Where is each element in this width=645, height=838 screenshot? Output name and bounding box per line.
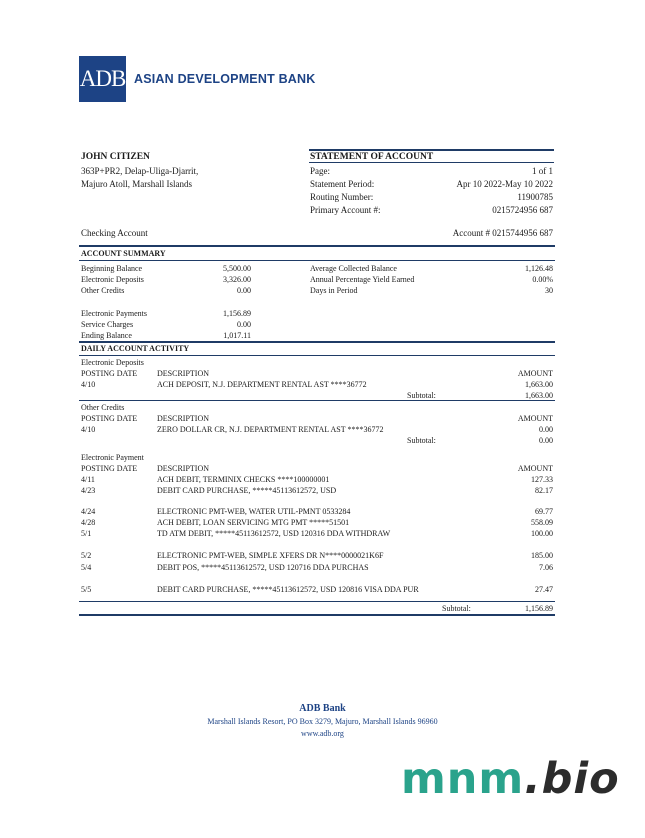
footer-website[interactable]: www.adb.org — [301, 729, 344, 738]
txn-description: ACH DEBIT, TERMINIX CHECKS ****100000001 — [157, 475, 330, 484]
txn-description: DEBIT POS, *****45113612572, USD 120716 DDA PURCHAS — [157, 563, 369, 572]
txn-description: DEBIT CARD PURCHASE, *****45113612572, USD 120816 VISA DDA PUR — [157, 585, 419, 594]
txn-description: ELECTRONIC PMT-WEB, SIMPLE XFERS DR N****0000021K6F — [157, 551, 384, 560]
routing-value: 11900785 — [517, 192, 553, 202]
summary-label: Beginning Balance — [81, 264, 143, 273]
col-description: DESCRIPTION — [157, 464, 210, 473]
col-description: DESCRIPTION — [157, 414, 210, 423]
page-value: 1 of 1 — [532, 166, 553, 176]
activity-title: DAILY ACCOUNT ACTIVITY — [81, 344, 190, 353]
txn-amount: 185.00 — [531, 551, 553, 560]
col-amount: AMOUNT — [517, 414, 553, 423]
logo-mark: ADB — [79, 56, 126, 102]
subtotal-value: 1,663.00 — [525, 391, 553, 400]
col-amount: AMOUNT — [517, 464, 553, 473]
page-label: Page: — [310, 166, 330, 176]
statement-header — [309, 149, 554, 163]
summary-label: Average Collected Balance — [310, 264, 397, 273]
primary-account-label: Primary Account #: — [310, 205, 381, 215]
summary-label: Other Credits — [81, 286, 125, 295]
watermark-part1: mnm — [401, 754, 525, 804]
summary-value: 3,326.00 — [223, 275, 251, 284]
summary-label: Electronic Payments — [81, 309, 147, 318]
activity-bottom-rule — [79, 614, 555, 616]
col-posting-date: POSTING DATE — [81, 464, 138, 473]
watermark-part2: .bio — [524, 754, 620, 804]
txn-date: 4/24 — [81, 507, 96, 516]
payments-subtotal-rule — [79, 601, 555, 602]
summary-value: 1,126.48 — [525, 264, 553, 273]
footer-address: Marshall Islands Resort, PO Box 3279, Majuro, Marshall Islands 96960 — [207, 717, 438, 726]
subtotal-value: 0.00 — [539, 436, 553, 445]
txn-amount: 1,663.00 — [525, 380, 553, 389]
col-description: DESCRIPTION — [157, 369, 210, 378]
other-credits-section-title: Other Credits — [81, 403, 125, 412]
txn-description: ELECTRONIC PMT-WEB, WATER UTIL-PMNT 0533284 — [157, 507, 351, 516]
txn-amount: 69.77 — [535, 507, 553, 516]
watermark-logo — [401, 753, 620, 805]
bank-logo — [79, 56, 316, 102]
summary-label: Days in Period — [310, 286, 358, 295]
summary-label: Electronic Deposits — [81, 275, 144, 284]
txn-amount: 558.09 — [531, 518, 553, 527]
txn-date: 4/11 — [81, 475, 95, 484]
statement-title: STATEMENT OF ACCOUNT — [310, 152, 434, 162]
txn-date: 4/23 — [81, 486, 96, 495]
summary-value: 30 — [545, 286, 553, 295]
txn-amount: 82.17 — [535, 486, 553, 495]
txn-date: 5/4 — [81, 563, 92, 572]
account-number: Account # 0215744956 687 — [452, 228, 553, 238]
col-posting-date: POSTING DATE — [81, 414, 138, 423]
txn-date: 5/1 — [81, 529, 92, 538]
txn-amount: 127.33 — [531, 475, 553, 484]
summary-rule — [79, 260, 555, 261]
col-posting-date: POSTING DATE — [81, 369, 138, 378]
summary-value: 0.00% — [532, 275, 553, 284]
txn-description: ZERO DOLLAR CR, N.J. DEPARTMENT RENTAL AST ****36772 — [157, 425, 384, 434]
subtotal-label: Subtotal: — [407, 391, 436, 400]
txn-amount: 100.00 — [531, 529, 553, 538]
txn-description: DEBIT CARD PURCHASE, *****45113612572, USD — [157, 486, 337, 495]
routing-label: Routing Number: — [310, 192, 374, 202]
summary-label: Ending Balance — [81, 331, 132, 340]
txn-date: 5/5 — [81, 585, 92, 594]
txn-amount: 27.47 — [535, 585, 553, 594]
txn-date: 4/10 — [81, 425, 96, 434]
summary-value: 1,017.11 — [223, 331, 251, 340]
customer-address-line2: Majuro Atoll, Marshall Islands — [81, 179, 192, 189]
summary-value: 5,500.00 — [223, 264, 251, 273]
summary-label: Service Charges — [81, 320, 134, 329]
summary-value: 0.00 — [237, 320, 251, 329]
summary-value: 1,156.89 — [223, 309, 251, 318]
subtotal-value: 1,156.89 — [525, 604, 553, 613]
deposits-section-title: Electronic Deposits — [81, 358, 144, 367]
txn-date: 4/10 — [81, 380, 96, 389]
txn-description: ACH DEPOSIT, N.J. DEPARTMENT RENTAL AST ****36772 — [157, 380, 367, 389]
txn-amount: 7.06 — [539, 563, 553, 572]
period-label: Statement Period: — [310, 179, 375, 189]
activity-rule — [79, 355, 555, 356]
summary-label: Annual Percentage Yield Earned — [310, 275, 415, 284]
bank-name: ASIAN DEVELOPMENT BANK — [134, 72, 316, 86]
period-value: Apr 10 2022-May 10 2022 — [456, 179, 553, 189]
txn-date: 5/2 — [81, 551, 92, 560]
summary-title: ACCOUNT SUMMARY — [81, 249, 166, 258]
section-rule — [79, 400, 555, 401]
footer-bank-name: ADB Bank — [299, 703, 346, 714]
subtotal-label: Subtotal: — [407, 436, 436, 445]
customer-address-line1: 363P+PR2, Delap-Uliga-Djarrit, — [81, 166, 199, 176]
txn-date: 4/28 — [81, 518, 96, 527]
txn-description: ACH DEBIT, LOAN SERVICING MTG PMT *****51501 — [157, 518, 350, 527]
primary-account-value: 0215724956 687 — [492, 205, 553, 215]
txn-description: TD ATM DEBIT, *****45113612572, USD 120316 DDA WITHDRAW — [157, 529, 391, 538]
txn-amount: 0.00 — [539, 425, 553, 434]
summary-value: 0.00 — [237, 286, 251, 295]
col-amount: AMOUNT — [517, 369, 553, 378]
payments-section-title: Electronic Payment — [81, 453, 144, 462]
activity-top-rule — [79, 341, 555, 343]
customer-name: JOHN CITIZEN — [81, 152, 150, 162]
account-type: Checking Account — [81, 228, 148, 238]
subtotal-label: Subtotal: — [442, 604, 471, 613]
summary-top-rule — [79, 245, 555, 247]
